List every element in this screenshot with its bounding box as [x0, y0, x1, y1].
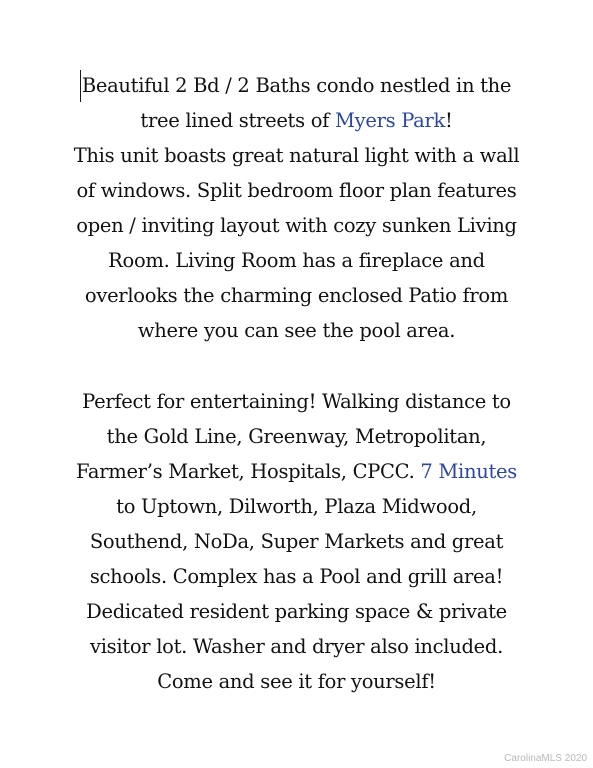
text-line: overlooks the charming enclosed Patio from — [84, 284, 509, 307]
text-line: This unit boasts great natural light with a wall — [73, 144, 520, 167]
text-line: Come and see it for yourself! — [157, 670, 436, 693]
seven-minutes-link[interactable]: 7 Minutes — [420, 460, 517, 483]
text-line: the Gold Line, Greenway, Metropolitan, — [106, 425, 487, 448]
text-line — [0, 103, 593, 138]
text-line: Dedicated resident parking space & private — [86, 600, 507, 623]
text-line: Room. Living Room has a fireplace and — [108, 249, 485, 272]
text-segment: Farmer’s Market, Hospitals, CPCC. — [76, 460, 421, 483]
text-line: schools. Complex has a Pool and grill area! — [89, 565, 504, 588]
text-line: where you can see the pool area. — [137, 319, 456, 342]
text-segment: tree lined streets of — [140, 109, 335, 132]
text-segment: ! — [445, 109, 453, 132]
description-paragraph-2 — [0, 384, 593, 699]
text-line — [0, 454, 593, 489]
text-line: visitor lot. Washer and dryer also included. — [90, 635, 503, 658]
text-line: Perfect for entertaining! Walking distance to — [82, 390, 511, 413]
myers-park-link[interactable]: Myers Park — [334, 109, 446, 132]
text-line: to Uptown, Dilworth, Plaza Midwood, — [116, 495, 477, 518]
text-line: open / inviting layout with cozy sunken Living — [76, 214, 517, 237]
text-line: Beautiful 2 Bd / 2 Baths condo nestled in the — [81, 74, 512, 97]
watermark: CarolinaMLS 2020 — [504, 753, 587, 764]
text-line: Southend, NoDa, Super Markets and great — [89, 530, 504, 553]
description-paragraph-1 — [0, 68, 593, 348]
text-line: of windows. Split bedroom floor plan features — [76, 179, 517, 202]
